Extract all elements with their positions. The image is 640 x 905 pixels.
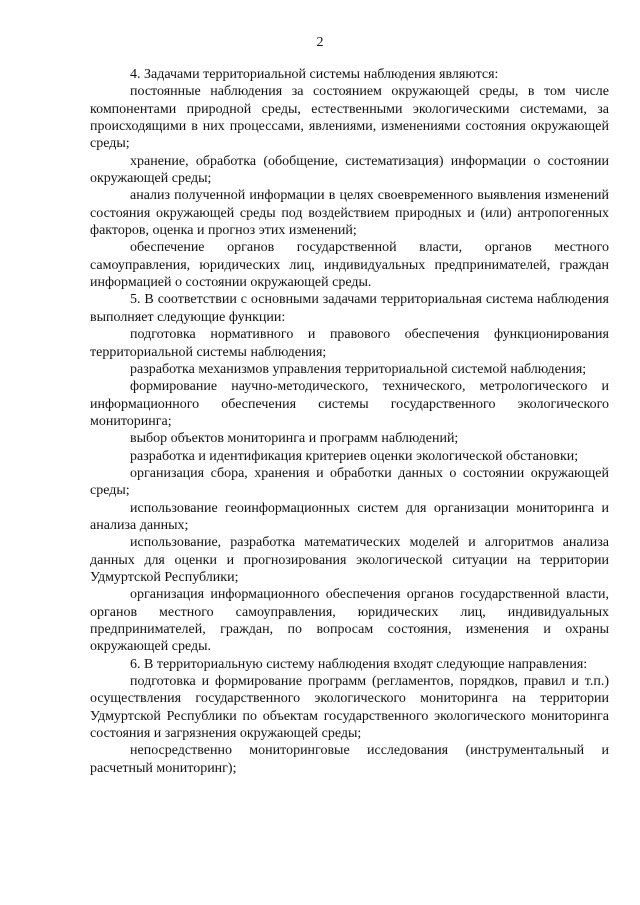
paragraph-function-methodology: формирование научно-методического, технического, метрологического и информационного обеспечения системы государственного экологического мониторинга;: [90, 379, 609, 429]
document-body: [90, 66, 609, 777]
paragraph-direction-programs: подготовка и формирование программ (регламентов, порядков, правил и т.п.) осуществления государственного экологического мониторинга на территории Удмуртской Республики по объектам государственного экологического мониторинга состояния и загрязнения окружающей среды;: [90, 674, 609, 742]
paragraph-functions-heading: 5. В соответствии с основными задачами территориальная система наблюдения выполняет следующие функции:: [90, 292, 609, 325]
paragraph-function-data-collection: организация сбора, хранения и обработки данных о состоянии окружающей среды;: [90, 465, 609, 499]
paragraph-task-analysis: анализ полученной информации в целях своевременного выявления изменений состояния окружающей среды под воздействием природных и (или) антропогенных факторов, оценка и прогноз этих изменений;: [90, 188, 609, 239]
paragraph-function-models: использование, разработка математических моделей и алгоритмов анализа данных для оценки и прогнозирования экологической ситуации на территории Удмуртской Республики;: [90, 535, 609, 585]
paragraph-function-object-selection: выбор объектов мониторинга и программ наблюдений;: [130, 431, 459, 447]
paragraph-task-storage: хранение, обработка (обобщение, систематизация) информации о состоянии окружающей среды;: [90, 153, 609, 187]
paragraph-directions-heading: 6. В территориальную систему наблюдения входят следующие направления:: [130, 656, 588, 672]
paragraph-tasks-heading: 4. Задачами территориальной системы наблюдения являются:: [130, 67, 499, 82]
paragraph-task-provision: обеспечение органов государственной власти, органов местного самоуправления, юридических лиц, индивидуальных предпринимателей, граждан информацией о состоянии окружающей среды.: [90, 240, 609, 291]
paragraph-direction-research: непосредственно мониторинговые исследования (инструментальный и расчетный мониторинг);: [90, 743, 609, 776]
paragraph-function-regulatory: подготовка нормативного и правового обеспечения функционирования территориальной системы наблюдения;: [90, 327, 609, 360]
paragraph-function-management: разработка механизмов управления территориальной системой наблюдения;: [130, 361, 587, 377]
paragraph-function-gis: использование геоинформационных систем для организации мониторинга и анализа данных;: [90, 500, 609, 533]
paragraph-task-observation: постоянные наблюдения за состоянием окружающей среды, в том числе компонентами природной среды, естественными экологическими системами, за происходящими в них процессами, явлениями, изменениями состояния окружающей среды;: [90, 84, 609, 152]
page-number: 2: [316, 35, 324, 50]
paragraph-function-criteria: разработка и идентификация критериев оценки экологической обстановки;: [130, 448, 579, 464]
paragraph-function-information: организация информационного обеспечения органов государственной власти, органов местного самоуправления, юридических лиц, индивидуальных предпринимателей, граждан, по вопросам состояния, изменения и охраны окружающей среды.: [90, 587, 609, 655]
